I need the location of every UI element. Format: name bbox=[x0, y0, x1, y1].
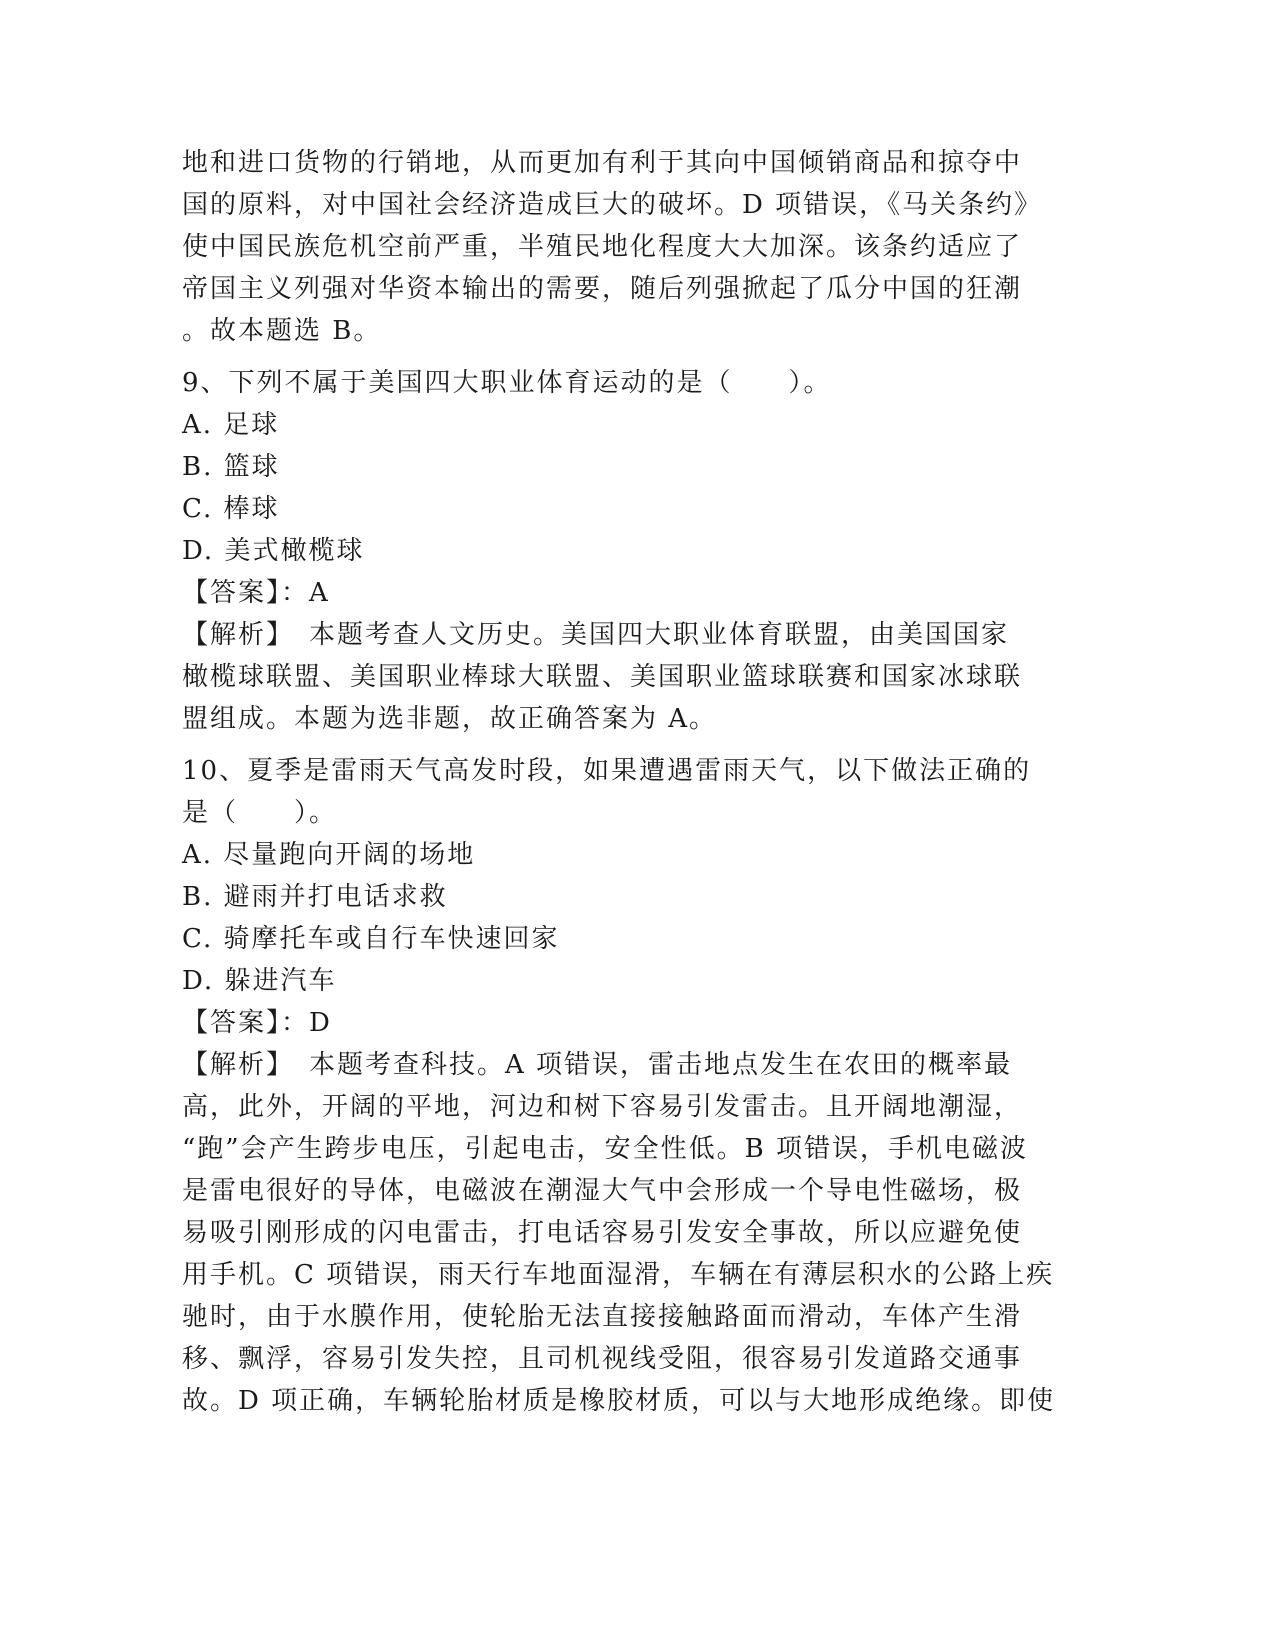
explanation-line: 驰时，由于水膜作用，使轮胎无法直接接触路面而滑动，车体产生滑 bbox=[182, 1302, 1023, 1332]
answer: 【答案】：D bbox=[182, 1008, 332, 1038]
explanation-line: 是雷电很好的导体，电磁波在潮湿大气中会形成一个导电性磁场，极 bbox=[182, 1176, 1023, 1206]
explanation-line: 移、飘浮，容易引发失控，且司机视线受阻，很容易引发道路交通事 bbox=[182, 1344, 1023, 1374]
explanation-line: 易吸引刚形成的闪电雷击，打电话容易引发安全事故，所以应避免使 bbox=[182, 1218, 1023, 1248]
option-c: C. 骑摩托车或自行车快速回家 bbox=[182, 924, 560, 954]
question-stem: 是（ ）。 bbox=[182, 798, 338, 828]
option-b: B. 篮球 bbox=[182, 452, 280, 482]
prev-explanation bbox=[182, 142, 1042, 352]
explanation-line: 高，此外，开阔的平地，河边和树下容易引发雷击。且开阔地潮湿， bbox=[182, 1092, 1023, 1122]
answer: 【答案】：A bbox=[182, 578, 330, 608]
explanation-line: 用手机。C 项错误，雨天行车地面湿滑，车辆在有薄层积水的公路上疾 bbox=[182, 1260, 1055, 1290]
text-line: 帝国主义列强对华资本输出的需要，随后列强掀起了瓜分中国的狂潮 bbox=[182, 274, 1023, 304]
explanation-line: “跑”会产生跨步电压，引起电击，安全性低。B 项错误，手机电磁波 bbox=[182, 1134, 1028, 1164]
question-9 bbox=[182, 362, 1042, 740]
explanation-line: 故。D 项正确，车辆轮胎材质是橡胶材质，可以与大地形成绝缘。即使 bbox=[182, 1386, 1056, 1416]
option-c: C. 棒球 bbox=[182, 494, 280, 524]
question-10 bbox=[182, 750, 1056, 1422]
text-line: 。故本题选 B。 bbox=[182, 316, 382, 346]
explanation-line: 盟组成。本题为选非题，故正确答案为 A。 bbox=[182, 704, 718, 734]
document-page bbox=[182, 142, 1056, 1422]
option-a: A. 尽量跑向开阔的场地 bbox=[182, 840, 476, 870]
text-line: 国的原料，对中国社会经济造成巨大的破坏。D 项错误，《马关条约》 bbox=[182, 190, 1043, 220]
text-line: 使中国民族危机空前严重，半殖民地化程度大大加深。该条约适应了 bbox=[182, 232, 1023, 262]
option-a: A. 足球 bbox=[182, 410, 280, 440]
explanation-line: 橄榄球联盟、美国职业棒球大联盟、美国职业篮球联赛和国家冰球联 bbox=[182, 662, 1023, 692]
option-d: D. 美式橄榄球 bbox=[182, 536, 365, 566]
option-b: B. 避雨并打电话求救 bbox=[182, 882, 448, 912]
question-stem: 10、夏季是雷雨天气高发时段，如果遭遇雷雨天气，以下做法正确的 bbox=[182, 756, 1032, 786]
question-stem: 9、下列不属于美国四大职业体育运动的是（ ）。 bbox=[182, 368, 832, 398]
explanation-line: 【解析】 本题考查科技。A 项错误，雷击地点发生在农田的概率最 bbox=[182, 1050, 1013, 1080]
text-line: 地和进口货物的行销地，从而更加有利于其向中国倾销商品和掠夺中 bbox=[182, 148, 1023, 178]
option-d: D. 躲进汽车 bbox=[182, 966, 337, 996]
explanation-line: 【解析】 本题考查人文历史。美国四大职业体育联盟，由美国国家 bbox=[182, 620, 1010, 650]
